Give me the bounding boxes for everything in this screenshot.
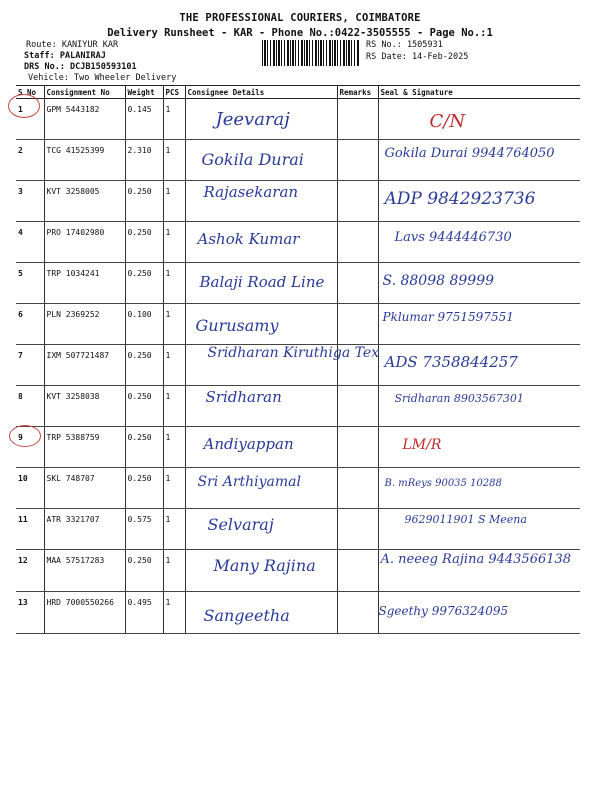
cell-remarks <box>337 592 378 634</box>
cell-sno: 2 <box>16 140 44 181</box>
table-row <box>16 592 580 634</box>
table-row <box>16 263 580 304</box>
cell-pcs: 1 <box>163 99 185 140</box>
cell-weight: 0.250 <box>125 550 163 592</box>
handwritten-consignee: Balaji Road Line <box>199 273 325 291</box>
cell-sno: 12 <box>16 550 44 592</box>
handwritten-consignee: Jeevaraj <box>215 109 290 130</box>
table-row <box>16 427 580 468</box>
cell-remarks <box>337 304 378 345</box>
table-row <box>16 181 580 222</box>
cell-sno: 7 <box>16 345 44 386</box>
handwritten-signature: Lavs 9444446730 <box>394 230 512 245</box>
cell-consignee <box>185 550 337 592</box>
cell-signature <box>378 509 580 550</box>
cell-signature <box>378 140 580 181</box>
staff-line <box>24 51 106 61</box>
rs-number: RS No.: 1505931 <box>366 40 443 50</box>
handwritten-signature: C/N <box>429 111 466 132</box>
runsheet-table <box>16 85 580 634</box>
table-row <box>16 386 580 427</box>
cell-sno: 1 <box>16 99 44 140</box>
cell-sno: 8 <box>16 386 44 427</box>
handwritten-consignee: Sangeetha <box>203 606 290 625</box>
table-header-row <box>16 86 580 99</box>
cell-weight: 2.310 <box>125 140 163 181</box>
handwritten-consignee: Sri Arthiyamal <box>197 474 301 490</box>
handwritten-signature: LM/R <box>402 437 442 453</box>
handwritten-signature: B. mReys 90035 10288 <box>384 478 502 489</box>
handwritten-consignee: Ashok Kumar <box>197 230 300 248</box>
cell-sno: 13 <box>16 592 44 634</box>
red-circle-mark-9 <box>9 425 41 447</box>
drs-number: DRS No.: DCJB150593101 <box>24 62 137 72</box>
cell-weight: 0.250 <box>125 386 163 427</box>
cell-weight: 0.250 <box>125 427 163 468</box>
cell-remarks <box>337 140 378 181</box>
cell-remarks <box>337 345 378 386</box>
handwritten-signature: Sgeethy 9976324095 <box>378 604 509 618</box>
handwritten-signature: 9629011901 S Meena <box>404 513 527 526</box>
handwritten-signature: S. 88098 89999 <box>382 273 495 289</box>
cell-pcs: 1 <box>163 550 185 592</box>
cell-signature <box>378 222 580 263</box>
col-seal-signature: Seal & Signature <box>378 86 580 99</box>
table-row <box>16 304 580 345</box>
cell-signature <box>378 263 580 304</box>
rs-date: RS Date: 14-Feb-2025 <box>366 52 469 62</box>
cell-sno: 11 <box>16 509 44 550</box>
cell-pcs: 1 <box>163 140 185 181</box>
table-row <box>16 99 580 140</box>
barcode <box>262 40 360 66</box>
handwritten-consignee: Sridharan Kiruthiga Tex <box>207 345 380 361</box>
handwritten-consignee: Rajasekaran <box>203 183 299 201</box>
handwritten-signature: Gokila Durai 9944764050 <box>384 146 555 161</box>
cell-consignee <box>185 468 337 509</box>
cell-consignee <box>185 345 380 386</box>
cell-weight: 0.250 <box>125 263 163 304</box>
cell-consignee <box>185 140 337 181</box>
route-label: Route: KANIYUR KAR <box>26 40 119 50</box>
cell-pcs: 1 <box>163 263 185 304</box>
handwritten-consignee: Gokila Durai <box>201 150 304 169</box>
handwritten-signature: Sridharan 8903567301 <box>394 392 524 405</box>
cell-weight: 0.250 <box>125 181 163 222</box>
col-remarks: Remarks <box>337 86 378 99</box>
col-weight: Weight <box>125 86 163 99</box>
cell-pcs: 1 <box>163 304 185 345</box>
handwritten-consignee: Gurusamy <box>195 316 279 335</box>
cell-remarks <box>337 386 378 427</box>
cell-signature <box>378 181 580 222</box>
staff-label: Staff: <box>24 51 55 61</box>
document-title: THE PROFESSIONAL COURIERS, COIMBATORE <box>179 12 421 24</box>
cell-sno: 10 <box>16 468 44 509</box>
cell-weight: 0.145 <box>125 99 163 140</box>
table-row <box>16 345 580 386</box>
cell-remarks <box>337 427 378 468</box>
col-pcs: PCS <box>163 86 185 99</box>
handwritten-consignee: Selvaraj <box>207 515 274 534</box>
red-circle-mark-1 <box>8 94 40 118</box>
cell-sno: 9 <box>16 427 44 468</box>
cell-weight: 0.250 <box>125 222 163 263</box>
cell-pcs: 1 <box>163 592 185 634</box>
cell-consignee <box>185 99 337 140</box>
cell-consignee <box>185 304 337 345</box>
table-row <box>16 140 580 181</box>
cell-consignee <box>185 181 337 222</box>
cell-signature <box>378 345 580 386</box>
cell-remarks <box>337 99 378 140</box>
cell-consignee <box>185 263 337 304</box>
table-row <box>16 509 580 550</box>
cell-sno: 3 <box>16 181 44 222</box>
cell-consignee <box>185 509 337 550</box>
cell-consignment-no: PLN 2369252 <box>44 304 125 345</box>
handwritten-consignee: Many Rajina <box>213 556 316 575</box>
cell-remarks <box>337 468 378 509</box>
cell-remarks <box>337 263 378 304</box>
cell-consignee <box>185 427 337 468</box>
cell-pcs: 1 <box>163 386 185 427</box>
cell-remarks <box>337 222 378 263</box>
cell-pcs: 1 <box>163 345 185 386</box>
handwritten-consignee: Andiyappan <box>203 435 294 453</box>
table-row <box>16 550 580 592</box>
cell-remarks <box>337 509 378 550</box>
cell-signature <box>378 427 580 468</box>
cell-signature <box>378 468 580 509</box>
cell-weight: 0.100 <box>125 304 163 345</box>
cell-consignee <box>185 592 337 634</box>
cell-weight: 0.250 <box>125 468 163 509</box>
cell-signature <box>378 592 580 634</box>
cell-consignment-no: ATR 3321707 <box>44 509 125 550</box>
cell-sno: 4 <box>16 222 44 263</box>
cell-consignment-no: TCG 41525399 <box>44 140 125 181</box>
table-row <box>16 468 580 509</box>
cell-sno: 5 <box>16 263 44 304</box>
cell-signature <box>378 304 580 345</box>
cell-consignee <box>185 386 337 427</box>
handwritten-signature: ADP 9842923736 <box>384 189 536 209</box>
cell-consignee <box>185 222 337 263</box>
cell-signature <box>378 550 580 592</box>
cell-consignment-no: HRD 7000550266 <box>44 592 125 634</box>
cell-sno: 6 <box>16 304 44 345</box>
cell-pcs: 1 <box>163 427 185 468</box>
cell-pcs: 1 <box>163 509 185 550</box>
handwritten-signature: ADS 7358844257 <box>384 353 518 371</box>
col-sno: S No <box>16 86 44 99</box>
cell-consignment-no: KVT 3258038 <box>44 386 125 427</box>
cell-remarks <box>337 550 378 592</box>
col-consignee-details: Consignee Details <box>185 86 337 99</box>
cell-weight: 0.250 <box>125 345 163 386</box>
table-row <box>16 222 580 263</box>
handwritten-consignee: Sridharan <box>205 388 282 406</box>
document-subtitle: Delivery Runsheet - KAR - Phone No.:0422-3505555 - Page No.:1 <box>107 27 493 39</box>
cell-signature <box>378 386 580 427</box>
cell-pcs: 1 <box>163 222 185 263</box>
cell-pcs: 1 <box>163 468 185 509</box>
cell-consignment-no: PRO 17402980 <box>44 222 125 263</box>
cell-consignment-no: TRP 5388759 <box>44 427 125 468</box>
cell-consignment-no: SKL 748707 <box>44 468 125 509</box>
handwritten-signature: Pklumar 9751597551 <box>382 310 514 324</box>
cell-consignment-no: MAA 57517283 <box>44 550 125 592</box>
cell-consignment-no: IXM 507721487 <box>44 345 125 386</box>
cell-weight: 0.575 <box>125 509 163 550</box>
col-consignment-no: Consignment No <box>44 86 125 99</box>
cell-weight: 0.495 <box>125 592 163 634</box>
cell-consignment-no: TRP 1034241 <box>44 263 125 304</box>
handwritten-signature: A. neeeg Rajina 9443566138 <box>380 552 572 567</box>
cell-consignment-no: GPM 5443182 <box>44 99 125 140</box>
cell-consignment-no: KVT 3258005 <box>44 181 125 222</box>
cell-signature <box>378 99 580 140</box>
vehicle-type: Vehicle: Two Wheeler Delivery <box>28 73 177 83</box>
staff-name: PALANIRAJ <box>59 51 106 61</box>
cell-remarks <box>337 181 378 222</box>
cell-pcs: 1 <box>163 181 185 222</box>
